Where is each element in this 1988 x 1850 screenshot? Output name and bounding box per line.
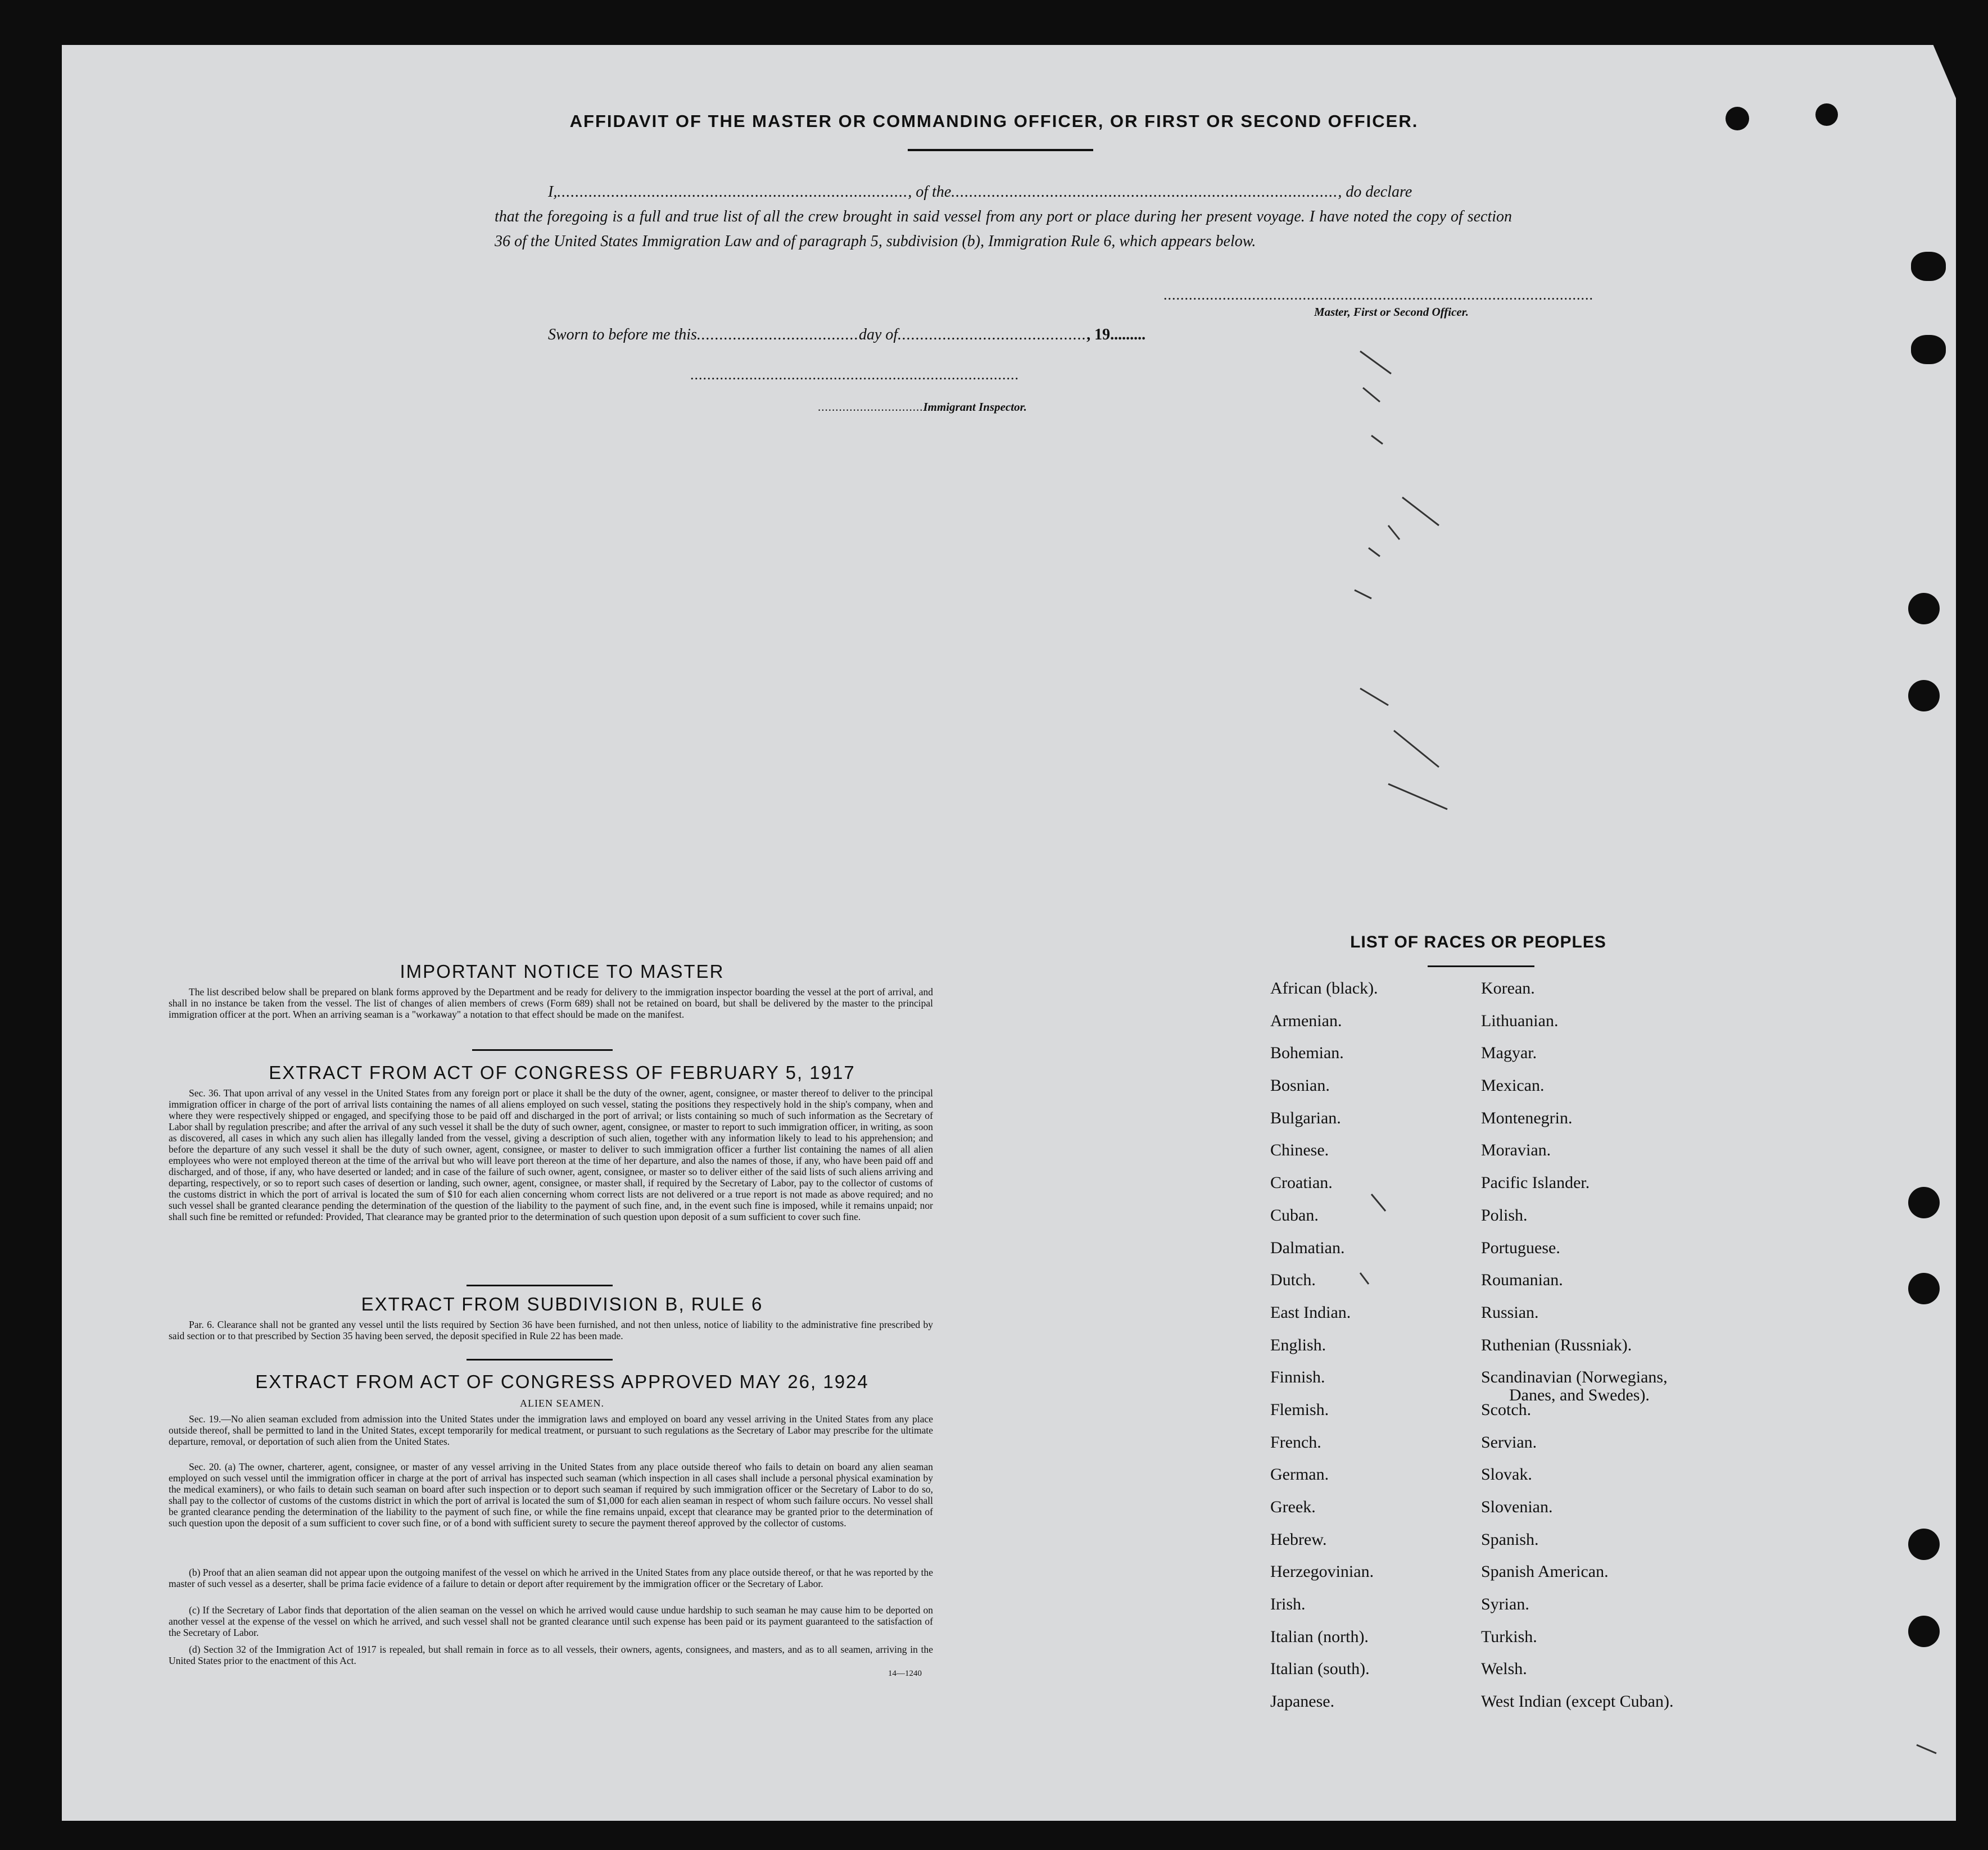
race-item: Greek. [1270, 1498, 1316, 1516]
sworn-day-of: day of [858, 326, 898, 343]
extract-1924-subtitle: ALIEN SEAMEN. [520, 1398, 604, 1409]
notice-text: The list described below shall be prepared on blank forms approved by the Department and be ready for delivery to the immigration inspector boarding the vessel at the port of arrival, and shall in no instance be taken from the vessel. The list of changes of alien members of crews (Form 689) shall not be retained on board, but shall be delivered by the master to the principal immigration officer at the port. When an arriving seaman is a "workaway" a notation to that effect should be made on the manifest. [169, 986, 933, 1020]
officer-signature-line[interactable]: ...................................................................................................... [1163, 287, 1593, 303]
declaration-i: I, [548, 183, 558, 201]
race-item: English. [1270, 1335, 1326, 1354]
race-item: Italian (north). [1270, 1627, 1369, 1646]
race-item: Hebrew. [1270, 1530, 1327, 1549]
race-item: Croatian. [1270, 1173, 1333, 1192]
vessel-blank[interactable]: ...................................................................................... [951, 183, 1338, 201]
inspector-caption-dots: .............................. [818, 400, 923, 414]
race-item: Flemish. [1270, 1400, 1329, 1419]
race-item: Dalmatian. [1270, 1238, 1345, 1257]
race-item: Magyar. [1481, 1044, 1537, 1063]
extract-rule6-text: Par. 6. Clearance shall not be granted any vessel until the lists required by Section 36 have been furnished, and not then unless, notice of liability to the administrative fine prescribed by said section or to that prescribed by Section 35 having been served, the deposit specified in Rule 22 has been made. [169, 1319, 933, 1341]
form-number: 14—1240 [888, 1669, 922, 1678]
race-item: Italian (south). [1270, 1659, 1370, 1679]
sworn-day-blank[interactable]: .................................... [696, 326, 859, 343]
race-item: Japanese. [1270, 1692, 1335, 1711]
declaration-body: that the foregoing is a full and true list of all the crew brought in said vessel from any port or place during her present voyage. I have noted the copy of section 36 of the United States Immigration Law and of paragraph 5, subdivision (b), Immigration Rule 6, which appears below. [495, 208, 1512, 250]
extract-rule6-title: EXTRACT FROM SUBDIVISION B, RULE 6 [361, 1294, 763, 1314]
notice-rule [472, 1049, 613, 1051]
race-item: Russian. [1481, 1303, 1539, 1322]
race-item: Dutch. [1270, 1271, 1316, 1290]
extract-1924-sec19: Sec. 19.—No alien seaman excluded from admission into the United States under the immigration laws and employed on board any vessel arriving in the United States from any place outside thereof, shall be permitted to land in the United States, except temporarily for medical treatment, or pursuant to such regulations as the Secretary of Labor may prescribe for the ultimate departure, removal, or deportation of such alien from the United States. [169, 1413, 933, 1447]
race-item: Moravian. [1481, 1141, 1551, 1160]
races-column-2 [1481, 978, 1673, 1724]
extract-1924-title: EXTRACT FROM ACT OF CONGRESS APPROVED MAY 26, 1924 [255, 1371, 869, 1392]
race-item: Korean. [1481, 979, 1535, 997]
races-title: LIST OF RACES OR PEOPLES [1350, 933, 1606, 951]
extract-1924-sec20d: (d) Section 32 of the Immigration Act of 1917 is repealed, but shall remain in force as to all vessels, their owners, agents, consignees, and masters, and as to all seamen, arriving in the United States prior to the enactment of this Act. [169, 1644, 933, 1666]
race-item: Cuban. [1270, 1205, 1319, 1225]
sworn-year: , 19......... [1086, 326, 1146, 343]
races-col2-continuation: Danes, and Swedes). [1509, 1386, 1650, 1404]
sworn-month-blank[interactable]: .......................................... [898, 326, 1087, 343]
extract-1924-sec20b: (b) Proof that an alien seaman did not appear upon the outgoing manifest of the vessel on which he arrived in the United States from any place outside thereof, or that he was reported by the master of such vessel as a deserter, shall be prima facie evidence of a failure to detain or deport after requirement by the immigration officer or the Secretary of Labor. [169, 1567, 933, 1589]
extract-1917-text: Sec. 36. That upon arrival of any vessel in the United States from any foreign port or place it shall be the duty of the owner, agent, consignee, or master thereof to deliver to the principal immigration officer in charge of the port of arrival lists containing the names of all aliens employed on such vessel, stating the positions they respectively hold in the ship's company, when and where they were respectively shipped or engaged, and specifying those to be paid off and discharged in the port of arrival; or lists containing so much of such information as the Secretary of Labor shall by regulation prescribe; and after the arrival of any such vessel it shall be the duty of such owner, agent, consignee, or master to report to such immigration officer, in writing, as soon as discovered, all cases in which any such alien has illegally landed from the vessel, giving a description of such alien, together with any information likely to lead to his apprehension; and before the departure of any such vessel it shall be the duty of such owner, agent, consignee, or master to deliver to such immigration officer a further list containing the names of all alien employees who were not employed thereon at the time of the arrival but who will leave port thereon at the time of her departure, and also the names of those, if any, who have been paid off and discharged, and of those, if any, who have deserted or landed; and in case of the failure of such owner, agent, consignee, or master so to deliver either of the said lists of such aliens arriving and departing, respectively, or so to report such cases of desertion or landing, such owner, agent, consignee, or master shall, if required by the Secretary of Labor, pay to the collector of customs of the customs district in which the port of arrival is located the sum of $10 for each alien concerning whom correct lists are not delivered or a true report is not made as above required; and no such vessel shall be granted clearance pending the determination of the question of the liability to the payment of such fine, and, in the event such fine is imposed, while it remains unpaid; nor shall such fine be remitted or refunded: Provided, That clearance may be granted prior to the determination of such question upon deposit of a sum sufficient to cover such fine. [169, 1087, 933, 1222]
inspector-signature-line[interactable]: .............................................................................. [690, 366, 1019, 383]
declaration-of: , of the [908, 183, 952, 201]
race-item: Mexican. [1481, 1076, 1545, 1095]
officer-signature-caption: Master, First or Second Officer. [1314, 305, 1469, 319]
race-item: Ruthenian (Russniak). [1481, 1335, 1632, 1354]
race-item: Turkish. [1481, 1627, 1537, 1646]
title-rule [908, 149, 1093, 151]
race-item: German. [1270, 1465, 1329, 1484]
race-item: West Indian (except Cuban). [1481, 1692, 1674, 1711]
race-item: Syrian. [1481, 1595, 1529, 1614]
race-item: Servian. [1481, 1432, 1537, 1452]
race-item: African (black). [1270, 979, 1378, 997]
extract-rule6-rule [467, 1359, 613, 1361]
race-item: Armenian. [1270, 1011, 1342, 1030]
sworn-text: Sworn to before me this [548, 326, 697, 343]
race-item: Slovenian. [1481, 1498, 1553, 1516]
declaration-first-line [495, 180, 1512, 205]
inspector-caption: Immigrant Inspector. [923, 400, 1027, 414]
races-column-1 [1270, 978, 1378, 1724]
race-item: Roumanian. [1481, 1271, 1563, 1290]
race-item: Irish. [1270, 1595, 1306, 1614]
race-item: Herzegovinian. [1270, 1562, 1374, 1581]
race-item: Finnish. [1270, 1368, 1325, 1387]
race-item: French. [1270, 1432, 1321, 1452]
race-item: East Indian. [1270, 1303, 1351, 1322]
extract-1924-sec20c: (c) If the Secretary of Labor finds that deportation of the alien seaman on the vessel on which he arrived would cause undue hardship to such seaman he may cause him to be deported on another vessel at the expense of the vessel on which he arrived, and such vessel shall not be granted clearance until such expense has been paid or its payment guaranteed to the satisfaction of the Secretary of Labor. [169, 1604, 933, 1638]
notice-title: IMPORTANT NOTICE TO MASTER [400, 961, 724, 982]
race-item: Scandinavian (Norwegians, [1481, 1368, 1668, 1387]
race-item: Bulgarian. [1270, 1108, 1341, 1127]
race-item: Portuguese. [1481, 1238, 1560, 1257]
affidavit-declaration [495, 180, 1512, 254]
race-item: Chinese. [1270, 1141, 1329, 1160]
race-item: Bosnian. [1270, 1076, 1330, 1095]
race-item: Slovak. [1481, 1465, 1532, 1484]
extract-1917-title: EXTRACT FROM ACT OF CONGRESS OF FEBRUARY 5, 1917 [269, 1062, 855, 1083]
race-item: Polish. [1481, 1205, 1528, 1225]
extract-1924-sec20a: Sec. 20. (a) The owner, charterer, agent, consignee, or master of any vessel arriving in the United States from any place outside thereof who fails to detain on board any alien seaman employed on such vessel until the immigration officer in charge at the port of arrival has inspected such seaman (which inspection in all cases shall include a personal physical examination by the medical examiners), or who fails to detain such seaman on board after such inspection or to deport such seaman if required by such immigration officer or the Secretary of Labor to do so, shall pay to the collector of customs of the customs district in which the port of arrival is located the sum of $1,000 for each alien seaman in respect of whom such failure occurs. No vessel shall be granted clearance pending the determination of the liability to the payment of such fine, or while the fine remains unpaid, except that clearance may be granted prior to the determination of such question upon the deposit of a sum sufficient to cover such fine, or of a bond with sufficient surety to secure the payment thereof approved by the collector of customs. [169, 1461, 933, 1529]
race-item: Spanish. [1481, 1530, 1539, 1549]
declaration-declare: , do declare [1338, 183, 1412, 201]
affidavit-title: AFFIDAVIT OF THE MASTER OR COMMANDING OFFICER, OR FIRST OR SECOND OFFICER. [569, 111, 1419, 131]
race-item: Montenegrin. [1481, 1108, 1573, 1127]
race-item: Welsh. [1481, 1659, 1527, 1679]
race-item: Lithuanian. [1481, 1011, 1559, 1030]
extract-1917-rule [467, 1285, 613, 1286]
name-blank[interactable]: .............................................................................. [557, 183, 908, 201]
sworn-line [548, 326, 1145, 344]
race-item: Pacific Islander. [1481, 1173, 1590, 1192]
race-item: Spanish American. [1481, 1562, 1609, 1581]
races-title-rule [1428, 965, 1534, 967]
inspector-caption-line [818, 400, 1027, 414]
race-item: Bohemian. [1270, 1044, 1344, 1063]
race-item: Scotch. [1481, 1400, 1532, 1419]
